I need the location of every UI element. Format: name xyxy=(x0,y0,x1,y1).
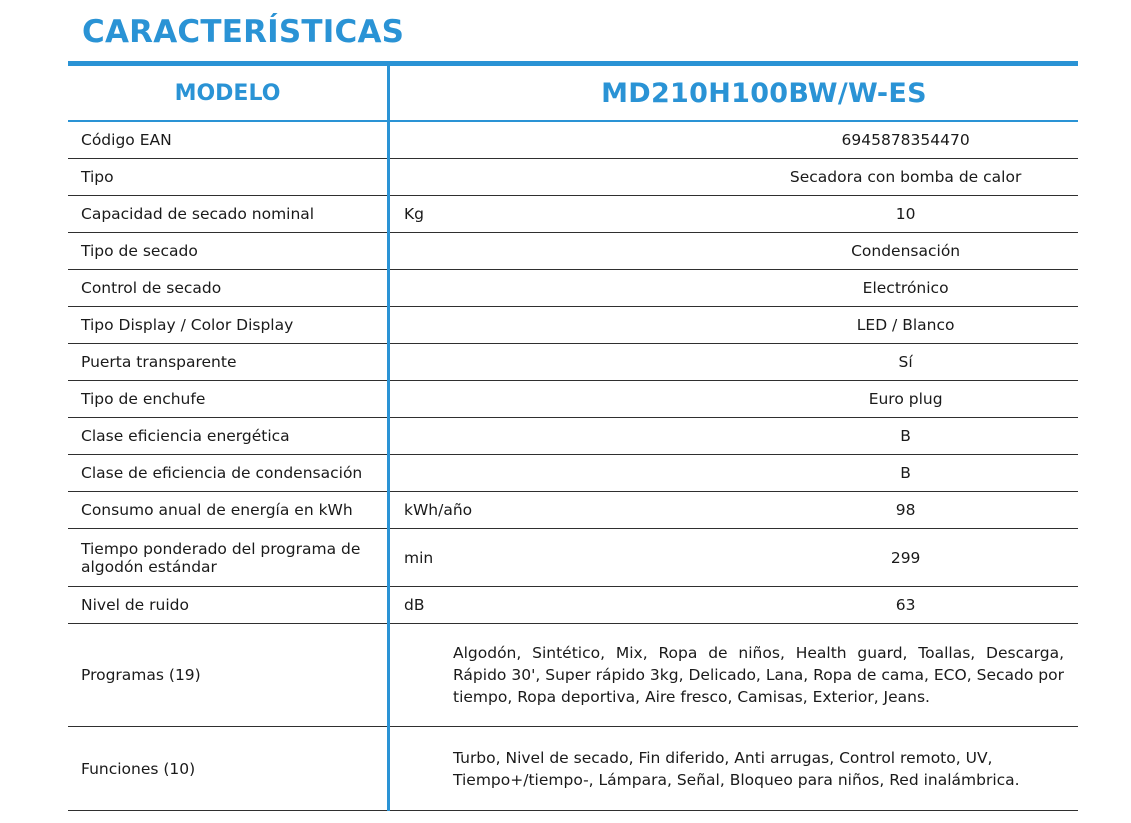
row-label: Puerta transparente xyxy=(68,344,389,381)
row-unit xyxy=(389,418,734,455)
table-row xyxy=(68,344,1078,381)
row-value: LED / Blanco xyxy=(733,307,1078,344)
table-row xyxy=(68,196,1078,233)
row-unit: dB xyxy=(389,587,734,624)
row-label: Programas (19) xyxy=(68,624,389,727)
row-label: Funciones (10) xyxy=(68,727,389,811)
row-value: 6945878354470 xyxy=(733,121,1078,159)
row-label: Clase de eficiencia de condensación xyxy=(68,455,389,492)
row-unit xyxy=(389,307,734,344)
row-value: Electrónico xyxy=(733,270,1078,307)
row-label: Tipo de secado xyxy=(68,233,389,270)
model-value: MD210H100BW/W-ES xyxy=(389,64,1079,122)
row-label: Control de secado xyxy=(68,270,389,307)
row-unit: min xyxy=(389,529,734,587)
table-row xyxy=(68,121,1078,159)
model-label: MODELO xyxy=(68,64,389,122)
row-label: Código EAN xyxy=(68,121,389,159)
row-label: Tipo de enchufe xyxy=(68,381,389,418)
table-row xyxy=(68,307,1078,344)
row-unit: kWh/año xyxy=(389,492,734,529)
row-unit xyxy=(389,270,734,307)
table-row xyxy=(68,455,1078,492)
table-row xyxy=(68,418,1078,455)
row-unit xyxy=(389,344,734,381)
spec-table xyxy=(68,61,1078,811)
row-value: 10 xyxy=(733,196,1078,233)
table-row xyxy=(68,270,1078,307)
table-row xyxy=(68,624,1078,727)
row-unit xyxy=(389,233,734,270)
row-label: Tipo Display / Color Display xyxy=(68,307,389,344)
row-label: Consumo anual de energía en kWh xyxy=(68,492,389,529)
programs-value: Algodón, Sintético, Mix, Ropa de niños, Health guard, Toallas, Descarga, Rápido 30', Super rápido 3kg, Delicado, Lana, Ropa de cama, ECO, Secado por tiempo, Ropa deportiva, Aire fresco, Camisas, Exterior, Jeans. xyxy=(389,624,1079,727)
row-value: Euro plug xyxy=(733,381,1078,418)
row-unit: Kg xyxy=(389,196,734,233)
row-label: Nivel de ruido xyxy=(68,587,389,624)
row-value: B xyxy=(733,455,1078,492)
table-row xyxy=(68,529,1078,587)
row-value: 299 xyxy=(733,529,1078,587)
table-row xyxy=(68,727,1078,811)
row-unit xyxy=(389,381,734,418)
row-label: Tiempo ponderado del programa de algodón estándar xyxy=(68,529,389,587)
row-unit xyxy=(389,121,734,159)
row-label: Capacidad de secado nominal xyxy=(68,196,389,233)
row-unit xyxy=(389,455,734,492)
table-row xyxy=(68,233,1078,270)
row-value: 63 xyxy=(733,587,1078,624)
row-value: 98 xyxy=(733,492,1078,529)
page-title: CARACTERÍSTICAS xyxy=(82,14,405,50)
row-label: Tipo xyxy=(68,159,389,196)
table-row xyxy=(68,587,1078,624)
row-value: Sí xyxy=(733,344,1078,381)
row-unit xyxy=(389,159,734,196)
table-row xyxy=(68,381,1078,418)
table-row xyxy=(68,159,1078,196)
row-value: Secadora con bomba de calor xyxy=(733,159,1078,196)
row-value: B xyxy=(733,418,1078,455)
row-value: Condensación xyxy=(733,233,1078,270)
model-header-row xyxy=(68,64,1078,122)
row-label: Clase eficiencia energética xyxy=(68,418,389,455)
table-row xyxy=(68,492,1078,529)
functions-value: Turbo, Nivel de secado, Fin diferido, Anti arrugas, Control remoto, UV, Tiempo+/tiempo-, Lámpara, Señal, Bloqueo para niños, Red inalámbrica. xyxy=(389,727,1079,811)
